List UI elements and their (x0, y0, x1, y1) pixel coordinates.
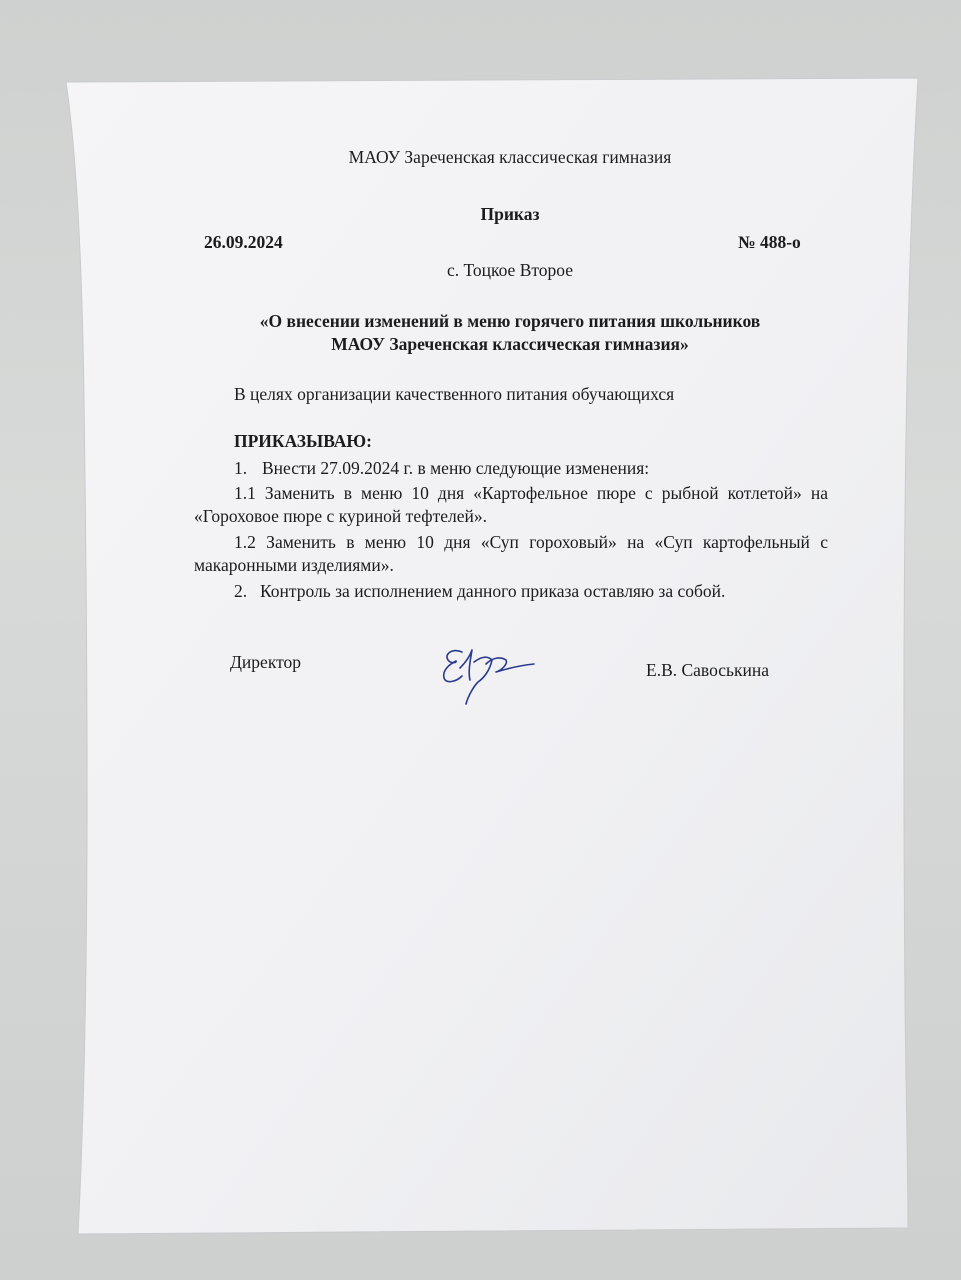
signature (430, 638, 550, 710)
order-date: 26.09.2024 (204, 232, 283, 252)
signer-name: Е.В. Савоськина (646, 660, 770, 680)
organization-name: МАОУ Зареченская классическая гимназия (348, 147, 672, 167)
order-number: № 488-о (738, 232, 801, 252)
subject-line-2: МАОУ Зареченская классическая гимназия» (331, 334, 689, 354)
item-1-2-line-2: макаронными изделиями». (194, 555, 394, 575)
signer-title: Директор (230, 652, 302, 672)
item-1-1-line-1: 1.1 Заменить в меню 10 дня «Картофельное пюре с рыбной котлетой» на (234, 483, 828, 503)
item-1-number: 1. (234, 458, 248, 478)
item-1-1-line-2: «Гороховое пюре с куриной тефтелей». (194, 506, 488, 526)
item-2-text: Контроль за исполнением данного приказа оставляю за собой. (260, 581, 726, 601)
subject-line-1: «О внесении изменений в меню горячего питания школьников (259, 311, 761, 331)
item-1-2-line-1: 1.2 Заменить в меню 10 дня «Суп гороховый» на «Суп картофельный с (234, 532, 828, 552)
preamble: В целях организации качественного питания обучающихся (234, 384, 675, 404)
document-type: Приказ (480, 204, 540, 224)
item-2-number: 2. (234, 581, 248, 601)
item-1-text: Внести 27.09.2024 г. в меню следующие изменения: (262, 458, 650, 478)
order-heading: ПРИКАЗЫВАЮ: (234, 431, 372, 451)
order-place: с. Тоцкое Второе (446, 260, 574, 280)
